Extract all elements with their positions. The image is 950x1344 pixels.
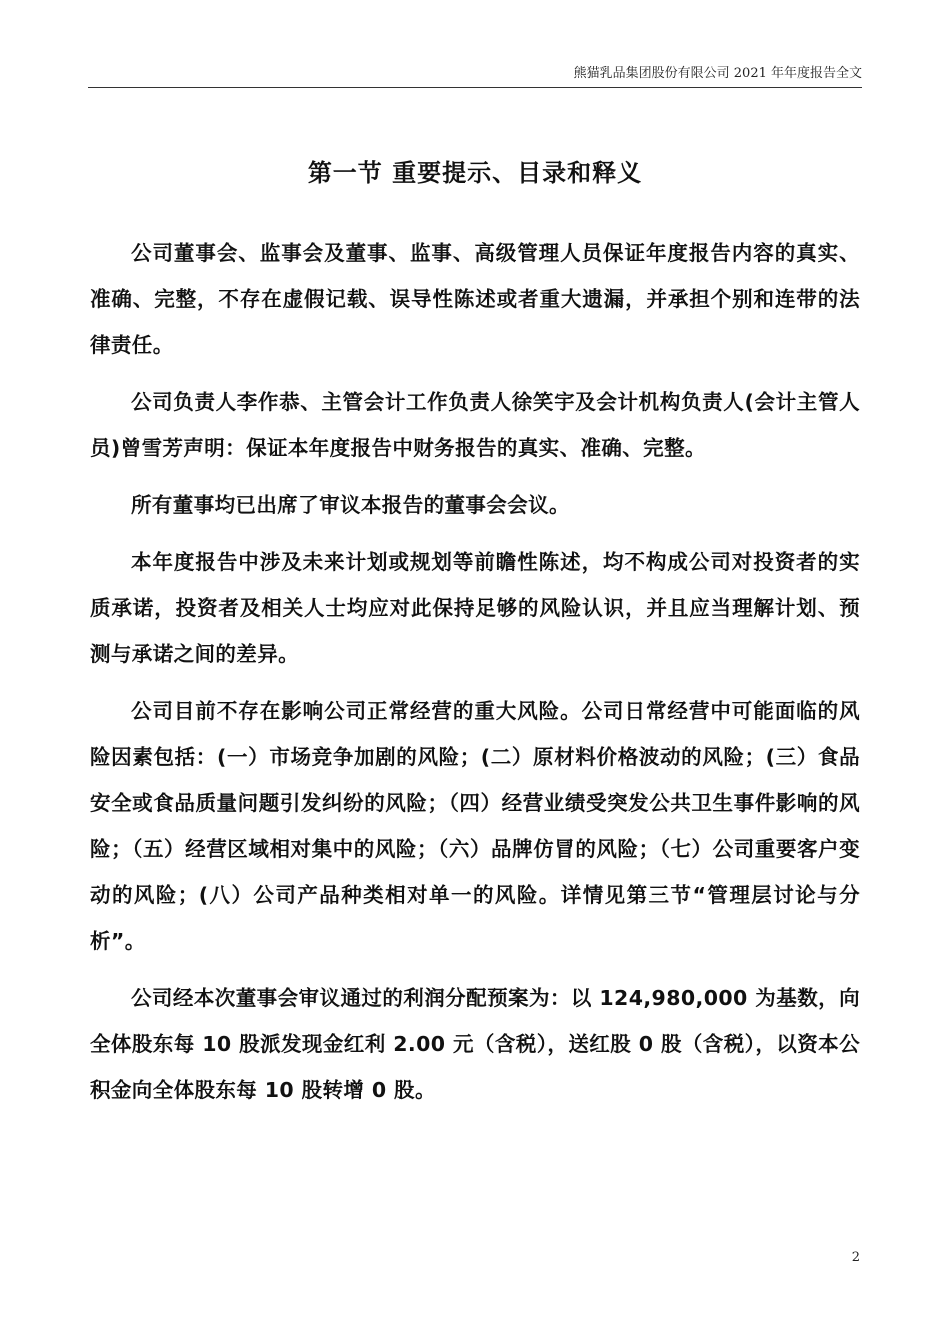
page-number: 2 (851, 1250, 860, 1265)
header-divider (88, 87, 862, 88)
section-title: 第一节 重要提示、目录和释义 (307, 159, 643, 187)
paragraph-board-guarantee: 公司董事会、监事会及董事、监事、高级管理人员保证年度报告内容的真实、准确、完整，不存在虚假记载、误导性陈述或者重大遗漏，并承担个别和连带的法律责任。 (90, 241, 860, 357)
report-header-title: 熊猫乳品集团股份有限公司 2021 年年度报告全文 (573, 66, 862, 81)
main-content (90, 230, 860, 1124)
paragraph-risk-factors: 公司目前不存在影响公司正常经营的重大风险。公司日常经营中可能面临的风险因素包括：(一）市场竞争加剧的风险；(二）原材料价格波动的风险；(三）食品安全或食品质量问题引发纠纷的风险；（四）经营业绩受突发公共卫生事件影响的风险；（五）经营区域相对集中的风险；（六）品牌仿冒的风险；（七）公司重要客户变动的风险；(八）公司产品种类相对单一的风险。详情见第三节“管理层讨论与分析”。 (90, 699, 860, 953)
paragraph-directors-attendance: 所有董事均已出席了审议本报告的董事会会议。 (131, 493, 570, 517)
paragraph-responsible-persons: 公司负责人李作恭、主管会计工作负责人徐笑宇及会计机构负责人(会计主管人员)曾雪芳声明：保证本年度报告中财务报告的真实、准确、完整。 (90, 390, 860, 460)
paragraph-forward-looking: 本年度报告中涉及未来计划或规划等前瞻性陈述，均不构成公司对投资者的实质承诺，投资者及相关人士均应对此保持足够的风险认识，并且应当理解计划、预测与承诺之间的差异。 (90, 550, 860, 666)
paragraph-profit-distribution: 公司经本次董事会审议通过的利润分配预案为：以 124,980,000 为基数，向全体股东每 10 股派发现金红利 2.00 元（含税），送红股 0 股（含税），以资本公积金向全体股东每 10 股转增 0 股。 (90, 986, 860, 1102)
